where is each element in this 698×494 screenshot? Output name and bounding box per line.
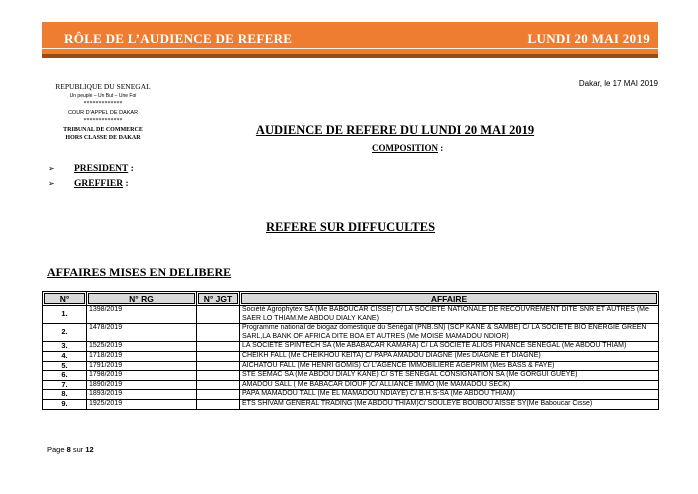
role-label: GREFFIER xyxy=(74,179,124,189)
cell-affaire: Programme national de biogaz domestique du Sénégal (PNB.SN) (SCP KANE & SAMBE) C/ LA SOCIETE BIO ENERGIE GREEN SARL,LA BANK OF AFRICA DITE BOA ET AUTRES (Me MOISE MAMADOU NDIOR) xyxy=(240,324,659,342)
tribunal-class: HORS CLASSE DE DAKAR xyxy=(65,135,141,141)
banner-date: LUNDI 20 MAI 2019 xyxy=(527,31,650,46)
cell-jgt xyxy=(197,324,240,342)
table-row xyxy=(43,399,659,409)
cell-affaire: LA SOCIETE SPINTECH SA (Me ABABACAR KAMARA) C/ LA SOCIETE ALIOS FINANCE SENEGAL (Me ABDOU THIAM) xyxy=(240,342,659,352)
cell-number: 9. xyxy=(43,399,87,409)
cell-jgt xyxy=(197,342,240,352)
cell-jgt xyxy=(197,371,240,381)
composition-colon: : xyxy=(438,143,444,153)
banner-divider xyxy=(42,48,658,49)
tribunal-name: TRIBUNAL DE COMMERCE xyxy=(63,126,143,133)
arrow-bullet-icon: ➢ xyxy=(48,179,55,188)
role-president xyxy=(48,164,134,174)
cell-number: 1. xyxy=(43,306,87,324)
cell-number: 4. xyxy=(43,351,87,361)
cell-jgt xyxy=(197,390,240,400)
cell-affaire: PAPA MAMADOU TALL (Me EL MAMADOU NDIAYE) C/ B.H.S-SA (Me ABDOU THIAM) xyxy=(240,390,659,400)
header-banner xyxy=(42,22,658,58)
header-rg: N° RG xyxy=(87,292,197,306)
cell-number: 6. xyxy=(43,371,87,381)
cases-table xyxy=(42,291,659,410)
cell-jgt xyxy=(197,361,240,371)
role-label: PRESIDENT xyxy=(74,164,129,174)
cell-number: 5. xyxy=(43,361,87,371)
cell-jgt xyxy=(197,380,240,390)
cell-affaire: AMADOU SALL ( Me BABACAR DIOUF )C/ ALLIANCE IMMO (Me MAMADOU SECK) xyxy=(240,380,659,390)
cell-rg: 1525/2019 xyxy=(87,342,197,352)
table-row xyxy=(43,306,659,324)
table-row xyxy=(43,390,659,400)
cell-number: 3. xyxy=(43,342,87,352)
composition-label: COMPOSITION xyxy=(372,143,439,153)
cell-number: 8. xyxy=(43,390,87,400)
page-separator: sur xyxy=(70,445,86,454)
cell-affaire: CHEIKH FALL (Me CHEIKHOU KEITA) C/ PAPA AMADOU DIAGNE (Mes DIAGNE ET DIAGNE) xyxy=(240,351,659,361)
table-row xyxy=(43,351,659,361)
cell-rg: 1893/2019 xyxy=(87,390,197,400)
table-row xyxy=(43,371,659,381)
header-number: N° xyxy=(43,292,87,306)
role-greffier xyxy=(48,179,129,189)
table-header-row xyxy=(43,292,659,306)
page-current: 8 xyxy=(66,445,71,454)
cell-affaire: STE SEMAC SA (Me ABDOU DIALY KANE) C/ STE SENEGAL CONSIGNATION SA (Me GORGUI GUEYE) xyxy=(240,371,659,381)
page-number xyxy=(47,445,94,454)
stars-divider: ************* xyxy=(83,101,123,107)
table-row xyxy=(43,342,659,352)
header-jgt: N° JGT xyxy=(197,292,240,306)
table-row xyxy=(43,324,659,342)
page-total: 12 xyxy=(85,445,94,454)
stars-divider: ************* xyxy=(83,118,123,124)
cell-rg: 1398/2019 xyxy=(87,306,197,324)
cell-rg: 1925/2019 xyxy=(87,399,197,409)
cell-jgt xyxy=(197,306,240,324)
cell-jgt xyxy=(197,351,240,361)
cell-rg: 1791/2019 xyxy=(87,361,197,371)
role-colon: : xyxy=(123,179,129,189)
document-date: Dakar, le 17 MAI 2019 xyxy=(578,79,658,88)
page-prefix: Page xyxy=(47,445,67,454)
cell-rg: 1798/2019 xyxy=(87,371,197,381)
cell-affaire: ETS SHIVAM GENERAL TRADING (Me ABDOU THIAM)C/ SOULEYE BOUBOU AISSE SY(Me Baboucar Cisse) xyxy=(240,399,659,409)
cell-jgt xyxy=(197,399,240,409)
institution-header xyxy=(48,83,158,143)
cell-number: 2. xyxy=(43,324,87,342)
table-row xyxy=(43,361,659,371)
composition-line xyxy=(372,143,443,153)
cell-rg: 1890/2019 xyxy=(87,380,197,390)
republic-name: REPUBLIQUE DU SENEGAL xyxy=(55,82,151,91)
banner-title: RÔLE DE L’AUDIENCE DE REFERE xyxy=(64,31,293,46)
cell-number: 7. xyxy=(43,380,87,390)
hearing-title: AUDIENCE DE REFERE DU LUNDI 20 MAI 2019 xyxy=(255,123,535,137)
cell-affaire: Société Agrophytex SA (Me BABOUCAR CISSE) C/ LA SOCIETE NATIONALE DE RECOUVREMENT DITE SNR ET AUTRES (Me SAER LO THIAM.Me ABDOU DIALY KANE) xyxy=(240,306,659,324)
national-motto: Un peuple – Un But – Une Foi xyxy=(69,92,137,99)
cell-affaire: AICHATOU FALL (Me HENRI GOMIS) C/ L’AGENCE IMMOBILIERE AGEPRIM (Mes BASS & FAYE) xyxy=(240,361,659,371)
court-name: COUR D’APPEL DE DAKAR xyxy=(67,109,139,116)
role-colon: : xyxy=(128,164,134,174)
arrow-bullet-icon: ➢ xyxy=(48,164,55,173)
affaires-title: AFFAIRES MISES EN DELIBERE xyxy=(47,265,232,279)
cell-rg: 1478/2019 xyxy=(87,324,197,342)
cell-rg: 1718/2019 xyxy=(87,351,197,361)
section-title: REFERE SUR DIFFUCULTES xyxy=(266,220,436,234)
table-row xyxy=(43,380,659,390)
header-affaire: AFFAIRE xyxy=(240,292,659,306)
